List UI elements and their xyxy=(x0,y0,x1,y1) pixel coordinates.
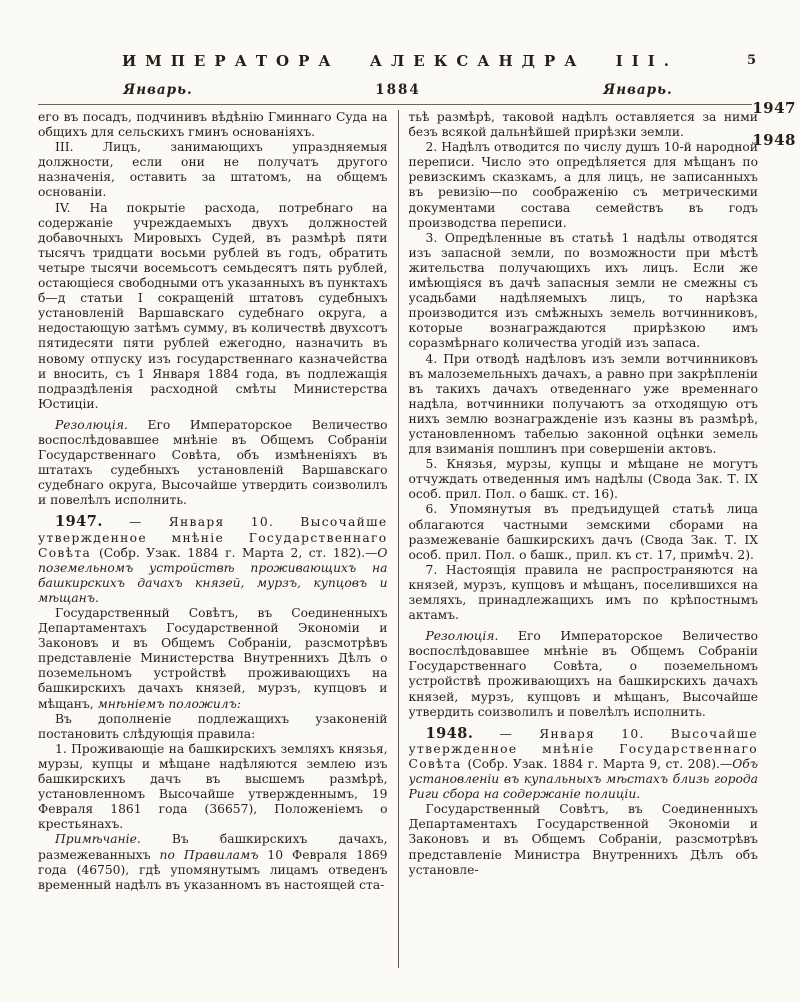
paragraph xyxy=(38,712,388,742)
text-segment-normal: 10 Февраля 1869 года (46750), гдѣ упомянутымъ лицамъ отведенъ временный надѣлъ въ указанномъ въ настоящей ста- xyxy=(38,847,388,892)
paragraph xyxy=(38,418,388,509)
paragraph xyxy=(409,802,759,877)
right-column-month: Январь. xyxy=(603,82,673,98)
text-segment-normal: III. Лицъ, занимающихъ упраздняемыя должности, если они не получатъ другого назначенія, оставить за штатомъ, на общемъ основаніи. xyxy=(38,140,388,200)
text-segment-normal: 4. При отводѣ надѣловъ изъ земли вотчинниковъ въ малоземельныхъ дачахъ, а равно при закрѣпленіи въ такихъ дачахъ отведеннаго уже временнаго надѣла, вотчинники получаютъ за отходящую отъ нихъ землю вознагражденіе изъ казны въ размѣрѣ, установленномъ табелью законной оцѣнки земель для взиманія пошлинъ при совершеніи актовъ. xyxy=(408,351,758,457)
right-column xyxy=(409,110,759,968)
paragraph xyxy=(409,231,759,352)
paragraph xyxy=(409,457,759,502)
left-column-month: Январь. xyxy=(123,82,193,98)
text-segment-normal: 1. Проживающіе на башкирскихъ земляхъ князья, мурзы, купцы и мѣщане надѣляются землею изъ башкирскихъ дачъ въ высшемъ размѣрѣ, установленномъ Высочайше утвержденнымъ, 19 Февраля 1861 года (36657), Положеніемъ о крестьянахъ. xyxy=(38,741,388,832)
header-row xyxy=(38,82,758,98)
text-segment-normal: 5. Князья, мурзы, купцы и мѣщане не могутъ отчуждать отведенныя имъ надѣлы (Свода Зак. Т. IX особ. прил. Пол. о башк. ст. 16). xyxy=(408,457,758,502)
text-segment-normal: 6. Упомянутыя въ предъидущей статьѣ лица облагаются частными земскими сборами на размежеваніе башкирскихъ дачъ (Свода Зак. Т. IX особ. прил. Пол. о башк., прил. къ ст. 17, примѣч. 2). xyxy=(408,502,758,562)
text-segment-normal: (Собр. Узак. 1884 г. Марта 2, ст. 182).— xyxy=(98,545,378,560)
page-number: 5 xyxy=(746,53,756,68)
left-column xyxy=(38,110,388,968)
text-segment-spaced: — Января 10. Высочайше утвержденное мнѣніе Государственнаго Совѣта xyxy=(38,515,388,560)
text-segment-normal: Государственный Совѣтъ, въ Соединенныхъ Департаментахъ Государственной Экономіи и Законовъ и въ Общемъ Собраніи, разсмотрѣвъ представленіе Министерства Внутреннихъ Дѣлъ о поземельномъ устройствѣ проживающихъ на башкирскихъ дачахъ князей, мурзъ, купцовъ и мѣщанъ, xyxy=(38,606,388,711)
column-divider xyxy=(398,110,399,968)
text-segment-normal: Въ башкирскихъ дачахъ, размежеванныхъ xyxy=(38,832,388,862)
text-segment-spaced: — Января 10. Высочайше утвержденное мнѣніе Государственнаго Совѣта xyxy=(408,726,758,771)
text-segment-italic: по Правиламъ xyxy=(159,847,259,862)
paragraph xyxy=(38,201,388,412)
paragraph xyxy=(38,606,388,712)
text-segment-normal: IV. На покрытіе расхода, потребнаго на содержаніе учреждаемыхъ двухъ должностей добавочныхъ Мировыхъ Судей, въ размѣрѣ пяти тысячъ тридцати восьми рублей въ годъ, обратить четыре тысячи восемьсотъ семьдесятъ пять рублей, остающіеся свободными отъ указанныхъ въ пунктахъ б—д статьи I сокращеній штатовъ судебныхъ установленій Варшавскаго судебнаго округа, а недостающую затѣмъ сумму, въ количествѣ двухсотъ пятидесяти пяти рублей ежегодно, назначить въ новому отпуску изъ государственнаго казначейства и вносить, съ 1 Января 1884 года, въ подлежащія подраздѣленія расходной смѣты Министерства Юстиціи. xyxy=(38,200,388,411)
text-segment-normal: его въ посадъ, подчинивъ вѣдѣнію Гминнаго Суда на общихъ для сельскихъ гминъ основаніяхъ. xyxy=(38,110,388,140)
paragraph xyxy=(38,140,388,200)
paragraph xyxy=(409,726,759,802)
paragraph xyxy=(409,563,759,623)
text-segment-italic: Объ установленіи въ купальныхъ мѣстахъ близь города Риги сбора на содержаніе полиціи. xyxy=(408,756,758,802)
margin-article-number-1948: 1948 xyxy=(752,131,796,149)
text-segment-italic: Резолюція. xyxy=(55,417,128,432)
text-segment-normal: 3. Опредѣленные въ статьѣ 1 надѣлы отводятся изъ запасной земли, по возможности при мѣстѣ жительства получающихъ ихъ лицъ. Если же имѣющіяся въ дачѣ запасныя земли не смежны съ усадьбами надѣляемыхъ лицъ, то нарѣзка производится изъ смѣжныхъ земель вотчинниковъ, которые вознаграждаются прирѣзкою имъ соразмѣрнаго количества угодій изъ запаса. xyxy=(408,230,758,351)
text-segment-normal: Въ дополненіе подлежащихъ узаконеній постановить слѣдующія правила: xyxy=(38,711,388,741)
paragraph xyxy=(409,110,759,140)
paragraph xyxy=(38,742,388,833)
text-segment-normal: Государственный Совѣтъ, въ Соединенныхъ Департаментахъ Государственной Экономіи и Законовъ и въ Общемъ Собраніи, разсмотрѣвъ представленіе Министра Внутреннихъ Дѣлъ объ установле- xyxy=(408,802,758,877)
paragraph xyxy=(409,352,759,458)
text-segment-normal: тьѣ размѣрѣ, таковой надѣлъ оставляется за ними безъ всякой дальнѣйшей прирѣзки земли. xyxy=(408,110,758,140)
paragraph xyxy=(38,832,388,892)
text-segment-italic: Резолюція. xyxy=(425,629,499,644)
margin-article-number-1947: 1947 xyxy=(752,99,796,117)
year-label: 1884 xyxy=(375,82,421,98)
text-segment-normal: 2. Надѣлъ отводится по числу душъ 10-й народной переписи. Число это опредѣляется для мѣщанъ по ревизскимъ сказкамъ, а для лицъ, не записанныхъ въ ревизію—по соображенію съ метрическими документами состава семействъ въ годъ производства переписи. xyxy=(408,140,758,230)
running-title: ИМПЕРАТОРА АЛЕКСАНДРА III. xyxy=(121,52,679,70)
text-segment-normal: (Собр. Узак. 1884 г. Марта 9, ст. 208).— xyxy=(467,756,733,771)
text-segment-normal: Его Императорское Величество воспослѣдовавшее мнѣніе въ Общемъ Собраніи Государственнаго Совѣта, объ измѣненіяхъ въ штатахъ судебныхъ установленій Варшавскаго судебнаго округа, Высочайше утвердить соизволилъ и повелѣлъ исполнить. xyxy=(38,417,388,508)
paragraph xyxy=(409,502,759,562)
text-segment-normal: Его Императорское Величество воспослѣдовавшее мнѣніе въ Общемъ Собраніи Государственнаго Совѣта, о поземельномъ устройствѣ проживающихъ на башкирскихъ дачахъ князей, мурзъ, купцовъ и мѣщанъ, Высочайше утвердить соизволилъ и повелѣлъ исполнить. xyxy=(408,629,758,719)
text-area xyxy=(38,110,758,968)
paragraph xyxy=(38,110,388,140)
header-rule xyxy=(38,104,758,105)
text-segment-italic: мнѣніемъ положилъ: xyxy=(97,696,241,711)
paragraph xyxy=(38,514,388,606)
paragraph xyxy=(409,629,759,720)
text-segment-italic: Примѣчаніе. xyxy=(55,832,141,847)
text-segment-italic: О поземельномъ устройствѣ проживающихъ на башкирскихъ дачахъ князей, мурзъ, купцовъ и мѣщанъ. xyxy=(38,545,388,605)
text-segment-bignum: 1948. xyxy=(425,724,474,742)
paragraph xyxy=(409,140,759,231)
text-segment-bignum: 1947. xyxy=(55,513,103,531)
text-segment-normal: 7. Настоящія правила не распространяются на князей, мурзъ, купцовъ и мѣщанъ, поселившихся на земляхъ, принадлежащихъ имъ по крѣпостнымъ актамъ. xyxy=(408,562,758,623)
